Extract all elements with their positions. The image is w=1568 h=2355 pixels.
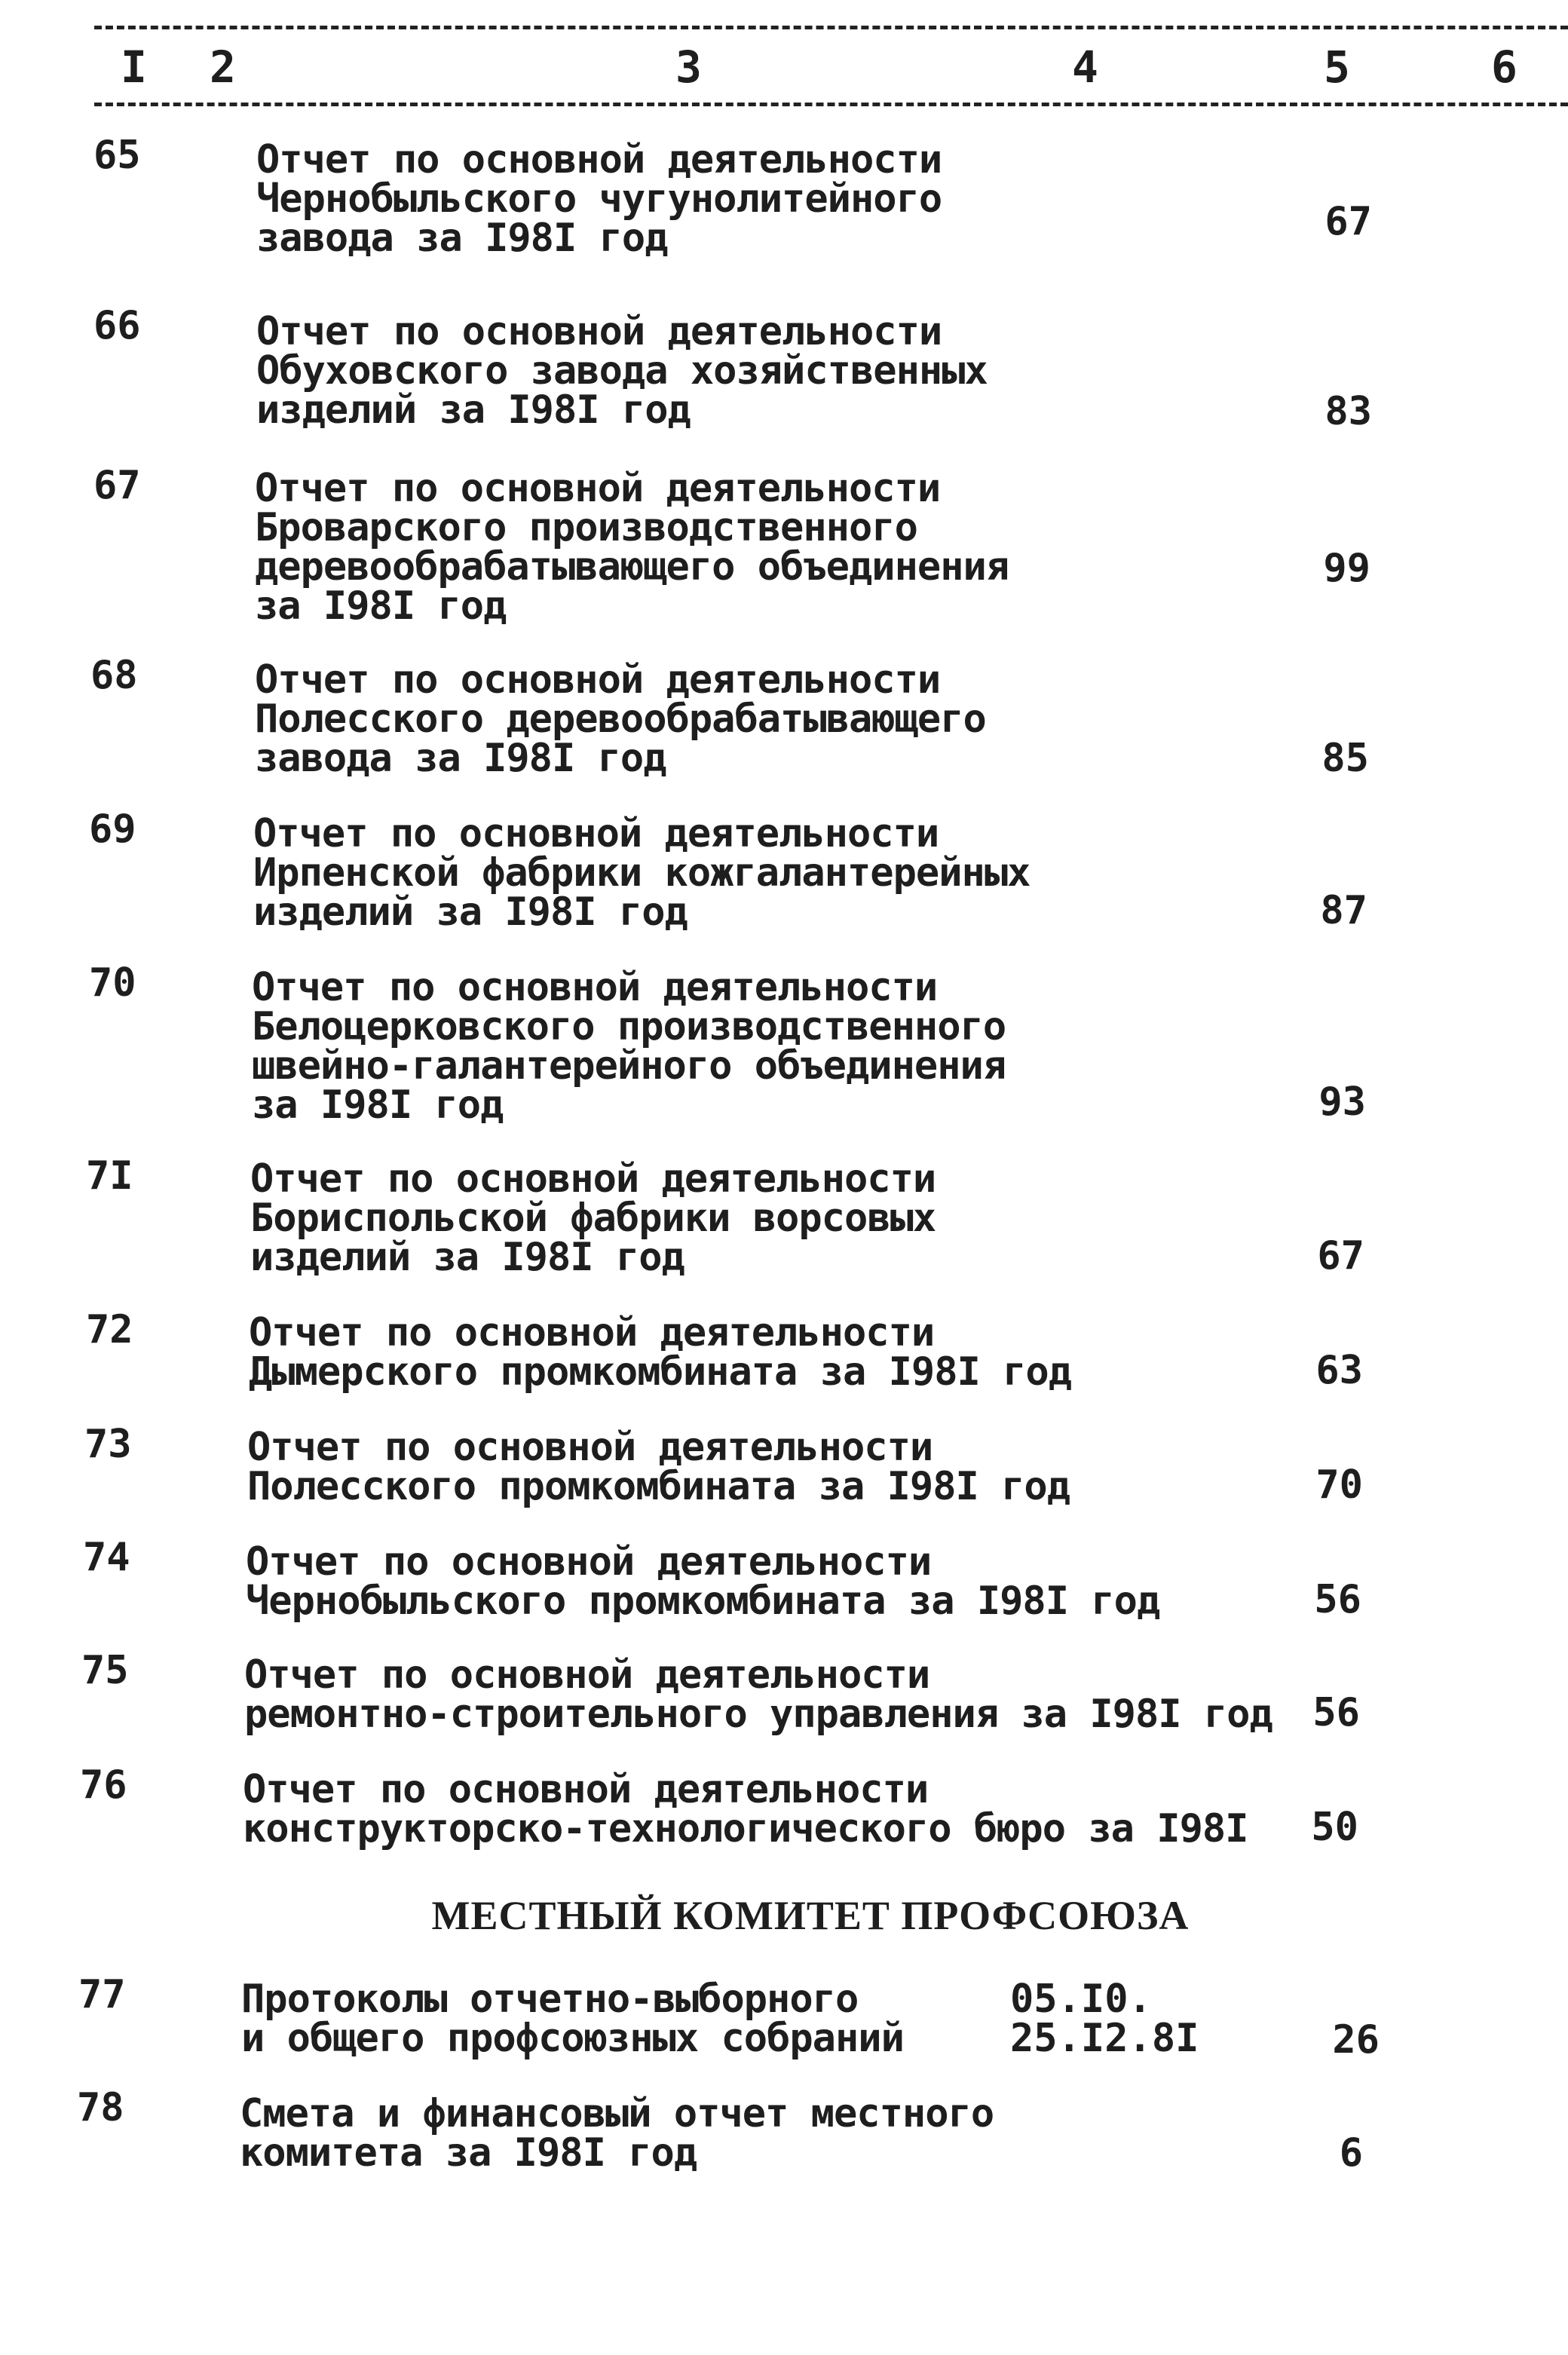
column-header-5: 5 <box>1324 41 1350 93</box>
row-description: Отчет по основной деятельности Полесского деревообрабатывающего завода за I98I год <box>255 657 986 781</box>
row-number: 66 <box>93 303 141 348</box>
row-number: 73 <box>84 1422 132 1467</box>
row-page-count: 87 <box>1320 888 1367 933</box>
row-page-count: 83 <box>1325 389 1372 434</box>
row-page-count: 99 <box>1323 546 1370 591</box>
row-page-count: 50 <box>1311 1805 1358 1850</box>
row-number: 78 <box>77 2085 124 2130</box>
row-page-count: 56 <box>1312 1690 1360 1735</box>
row-description: Отчет по основной деятельности Полесского промкомбината за I98I год <box>247 1425 1070 1509</box>
row-dates: 05.I0. 25.I2.8I <box>1010 1977 1199 2061</box>
row-description: Протоколы отчетно-выборного и общего профсоюзных собраний <box>241 1977 904 2061</box>
row-description: Отчет по основной деятельности Белоцерковского производственного швейно-галантерейного объединения за I98I год <box>252 965 1006 1128</box>
row-description: Отчет по основной деятельности Дымерского промкомбината за I98I год <box>249 1310 1072 1395</box>
row-number: 65 <box>93 133 141 178</box>
row-description: Отчет по основной деятельности Чернобыльского промкомбината за I98I год <box>246 1539 1160 1624</box>
row-description: Отчет по основной деятельности Ирпенской фабрики кожгалантерейных изделий за I98I год <box>253 811 1031 935</box>
column-header-6: 6 <box>1491 41 1517 93</box>
row-number: 77 <box>78 1972 126 2017</box>
row-description: Отчет по основной деятельности Чернобыльского чугунолитейного завода за I98I год <box>256 137 942 261</box>
row-description: Смета и финансовый отчет местного комитета за I98I год <box>240 2091 994 2176</box>
row-number: 70 <box>89 960 136 1006</box>
row-description: Отчет по основной деятельности Бориспольской фабрики ворсовых изделий за I98I год <box>250 1156 936 1280</box>
row-page-count: 6 <box>1339 2130 1363 2176</box>
column-header-1: I <box>121 41 147 93</box>
row-description: Отчет по основной деятельности Обуховского завода хозяйственных изделий за I98I год <box>256 309 988 433</box>
row-description: Отчет по основной деятельности ремонтно-строительного управления за I98I год <box>244 1652 1272 1737</box>
row-number: 74 <box>83 1535 130 1580</box>
row-description: Отчет по основной деятельности конструкторско-технологического бюро за I98I <box>243 1767 1248 1851</box>
row-page-count: 26 <box>1332 2017 1380 2063</box>
row-page-count: 63 <box>1315 1348 1363 1393</box>
row-page-count: 93 <box>1318 1080 1366 1125</box>
row-number: 75 <box>81 1648 129 1693</box>
header-bottom-rule <box>94 103 1568 106</box>
column-header-4: 4 <box>1072 41 1098 93</box>
header-top-rule <box>94 26 1568 29</box>
row-page-count: 67 <box>1325 199 1372 244</box>
row-number: 76 <box>80 1762 127 1808</box>
row-number: 67 <box>93 463 141 508</box>
row-number: 68 <box>90 653 138 698</box>
section-heading-text: МЕСТНЫЙ КОМИТЕТ ПРОФСОЮЗА <box>431 1893 1190 1938</box>
row-page-count: 85 <box>1321 736 1369 781</box>
column-header-3: 3 <box>675 41 702 93</box>
row-page-count: 67 <box>1317 1233 1364 1279</box>
column-header-2: 2 <box>210 41 236 93</box>
row-number: 72 <box>86 1307 133 1352</box>
row-page-count: 70 <box>1315 1462 1363 1508</box>
row-description: Отчет по основной деятельности Броварского производственного деревообрабатывающего объединения за I98I год <box>255 466 1009 629</box>
row-number: 7I <box>86 1153 133 1199</box>
row-number: 69 <box>89 807 136 852</box>
section-heading <box>0 1892 1568 1939</box>
row-page-count: 56 <box>1314 1577 1361 1622</box>
